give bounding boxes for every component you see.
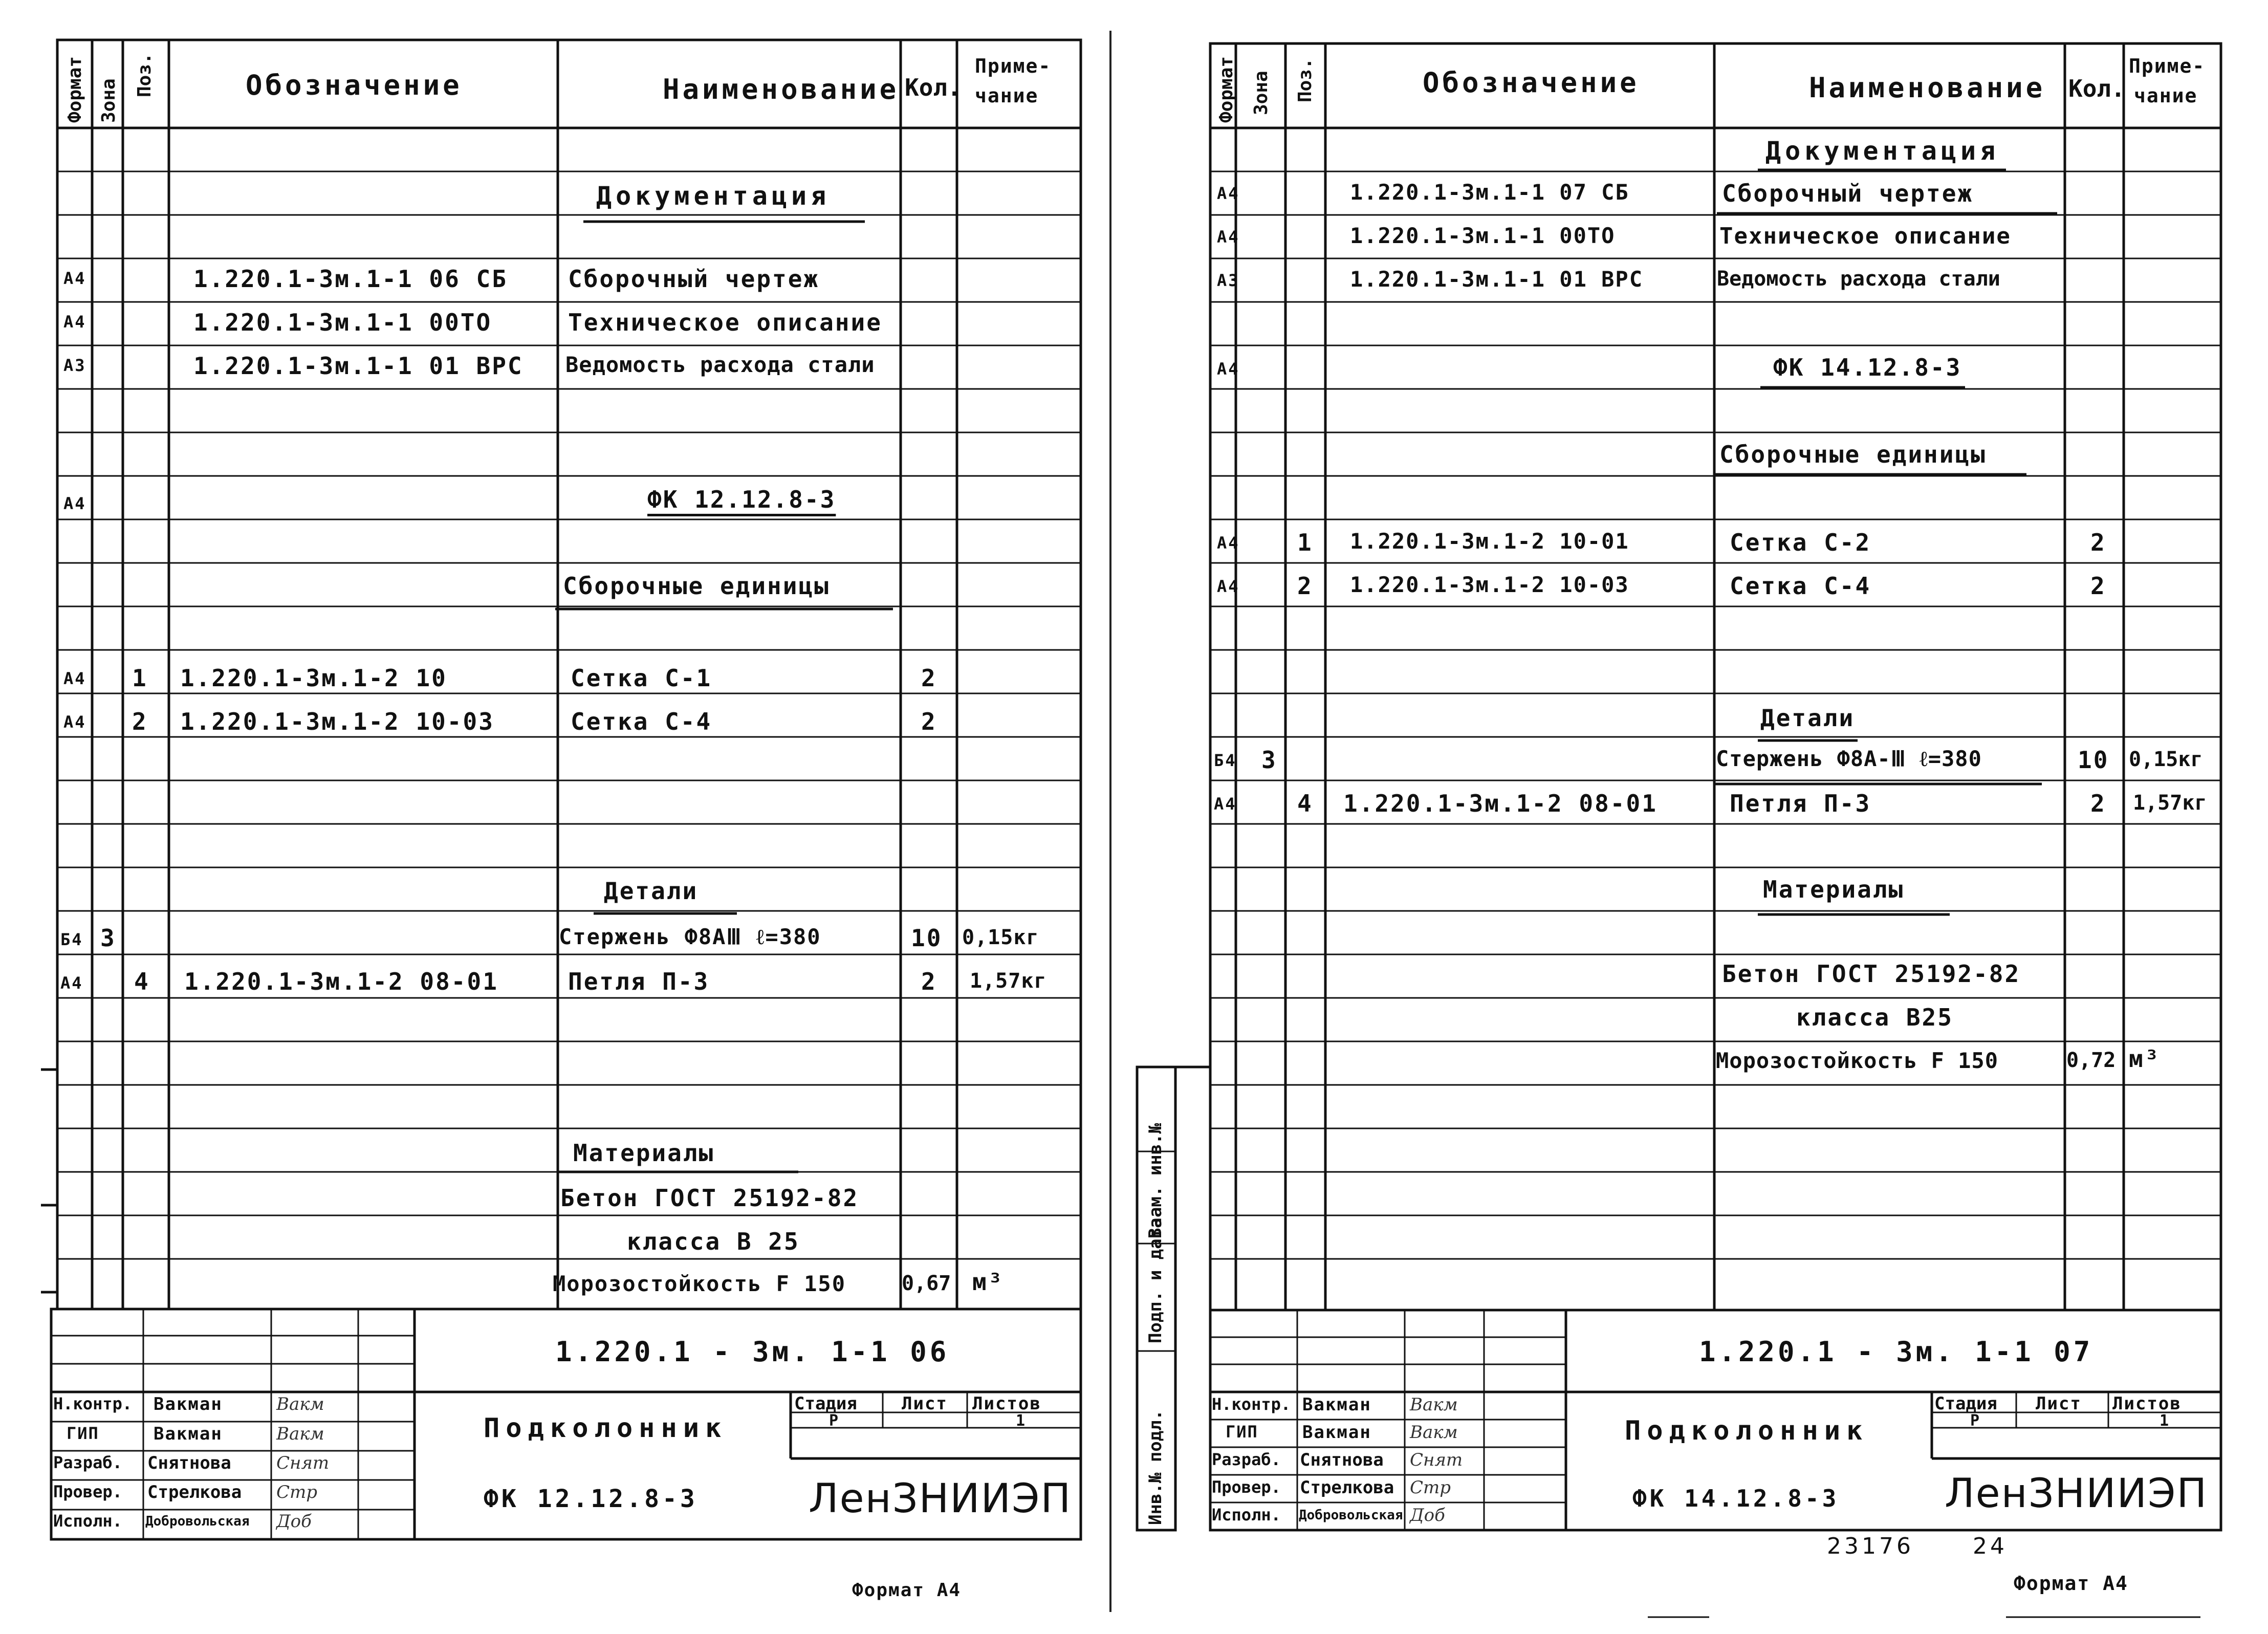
- row-pos: 4: [134, 968, 150, 995]
- material-line: Морозостойкость F 150: [1716, 1048, 1999, 1073]
- side-stamp-label: Взам. инв.№: [1145, 1123, 1166, 1238]
- header-qty: Кол.: [2068, 75, 2125, 102]
- row-qty: 2: [921, 664, 937, 692]
- fk-title: ФК 12.12.8-3: [647, 486, 836, 513]
- doc-number: 1.220.1 - 3м. 1-1 06: [555, 1336, 950, 1368]
- sheets-label: Листов: [2112, 1393, 2182, 1414]
- row-name: Сетка С-1: [571, 664, 712, 692]
- row-name: Сетка С-2: [1730, 529, 1871, 556]
- signature-image: Стр: [1410, 1477, 1451, 1498]
- row-format: А4: [63, 712, 86, 732]
- row-pos: 2: [132, 708, 148, 735]
- row-pos: 3: [1261, 746, 1277, 774]
- row-pos: 1: [132, 664, 148, 692]
- row-name: Сетка С-4: [1730, 572, 1871, 600]
- signature-image: Снят: [1410, 1450, 1463, 1470]
- row-qty: 2: [2090, 790, 2106, 817]
- header-zone: Зона: [1251, 71, 1272, 115]
- person-name: Вакман: [154, 1394, 223, 1414]
- header-note-1: Приме-: [2129, 55, 2206, 77]
- row-name: Техническое описание: [568, 309, 882, 336]
- left-sheet-grid: [0, 0, 1126, 1634]
- row-name: Сборочный чертеж: [1722, 180, 1974, 207]
- row-format: А4: [1214, 794, 1237, 814]
- person-name: Добровольская: [145, 1514, 250, 1529]
- row-designation: 1.220.1-3м.1-1 00ТО: [193, 309, 492, 336]
- row-pos: 1: [1297, 529, 1313, 556]
- header-zone: Зона: [98, 78, 119, 123]
- signature-image: Доб: [276, 1511, 312, 1532]
- row-name: Петля П-3: [1730, 790, 1871, 817]
- role-label: Исполн.: [1212, 1505, 1281, 1524]
- row-designation: 1.220.1-3м.1-2 10: [180, 664, 447, 692]
- organization-logo: ЛенЗНИИЭП: [1945, 1471, 2208, 1517]
- stage-value: Р: [829, 1412, 840, 1430]
- person-name: Вакман: [1302, 1395, 1371, 1415]
- product-name: Подколонник: [1625, 1415, 1869, 1446]
- row-name: Петля П-3: [568, 968, 710, 995]
- side-stamp-label: Подп. и дата: [1145, 1217, 1166, 1343]
- role-label: ГИП: [67, 1424, 99, 1443]
- row-qty: 10: [911, 924, 943, 952]
- row-qty: 10: [2078, 746, 2109, 774]
- header-name: Наименование: [663, 73, 900, 105]
- signature-image: Стр: [276, 1482, 318, 1502]
- role-label: Разраб.: [1212, 1450, 1281, 1469]
- row-format: А4: [60, 973, 83, 993]
- row-designation: 1.220.1-3м.1-1 00ТО: [1350, 223, 1616, 248]
- row-name: Сборочный чертеж: [568, 265, 820, 293]
- role-label: Разраб.: [53, 1453, 122, 1472]
- material-line: Морозостойкость F 150: [553, 1271, 846, 1296]
- left-sheet: [0, 0, 1126, 1634]
- material-unit: м³: [2129, 1045, 2161, 1073]
- stage-label: Стадия: [1934, 1393, 1997, 1414]
- material-unit: м³: [972, 1268, 1004, 1296]
- row-qty: 2: [921, 708, 937, 735]
- signature-image: Вакм: [276, 1424, 324, 1444]
- sheet-label: Лист: [2036, 1393, 2082, 1414]
- signature-image: Вакм: [276, 1394, 324, 1414]
- row-pos: 2: [1297, 572, 1313, 600]
- row-name: Техническое описание: [1719, 223, 2011, 249]
- row-format: А4: [1217, 577, 1240, 596]
- sheets-value: 1: [1016, 1412, 1027, 1430]
- header-pos: Поз.: [1295, 58, 1316, 102]
- row-format: Б4: [60, 930, 83, 949]
- material-qty: 0,67: [902, 1272, 951, 1295]
- header-note-1: Приме-: [975, 55, 1052, 77]
- materials-section-title: Материалы: [1763, 876, 1905, 903]
- header-designation: Обозначение: [1423, 67, 1640, 99]
- row-name: Сетка С-4: [571, 708, 712, 735]
- row-format: А4: [1217, 533, 1240, 553]
- role-label: Провер.: [1212, 1477, 1281, 1497]
- signature-image: Вакм: [1410, 1422, 1458, 1443]
- header-qty: Кол.: [905, 74, 962, 101]
- row-format: Б4: [1214, 751, 1237, 770]
- doc-number: 1.220.1 - 3м. 1-1 07: [1699, 1336, 2093, 1368]
- header-note-2: чание: [975, 84, 1039, 107]
- role-label: Исполн.: [53, 1511, 122, 1531]
- row-format: А3: [63, 356, 86, 375]
- row-format: А4: [63, 669, 86, 688]
- header-format: Формат: [1216, 56, 1237, 123]
- row-pos: 3: [100, 924, 116, 952]
- row-note: 0,15кг: [2129, 748, 2203, 771]
- role-label: ГИП: [1226, 1422, 1258, 1442]
- fk-format: А4: [1217, 359, 1240, 379]
- row-name: Стержень Ф8АⅢ ℓ=380: [559, 924, 821, 949]
- row-name: Ведомость расхода стали: [1717, 267, 2000, 291]
- row-designation: 1.220.1-3м.1-1 01 ВРС: [1350, 267, 1644, 292]
- assembly-section-title: Сборочные единицы: [1719, 441, 1987, 468]
- row-name: Стержень Ф8А-Ⅲ ℓ=380: [1716, 746, 1982, 771]
- fk-title: ФК 14.12.8-3: [1773, 354, 1962, 381]
- material-line: Бетон ГОСТ 25192-82: [1722, 960, 2021, 988]
- person-name: Добровольская: [1299, 1508, 1403, 1523]
- row-note: 1,57кг: [2133, 791, 2207, 815]
- archive-number: 23176: [1827, 1533, 1914, 1559]
- row-name: Ведомость расхода стали: [565, 352, 875, 377]
- person-name: Снятнова: [147, 1453, 231, 1473]
- doc-section-title: Документация: [596, 181, 831, 211]
- header-format: Формат: [64, 56, 85, 123]
- row-designation: 1.220.1-3м.1-2 08-01: [1343, 790, 1658, 817]
- header-note-2: чание: [2134, 84, 2198, 107]
- sheet-label: Лист: [902, 1393, 948, 1414]
- doc-section-title: Документация: [1765, 136, 2000, 166]
- row-designation: 1.220.1-3м.1-1 06 СБ: [193, 265, 508, 293]
- row-qty: 2: [2090, 529, 2106, 556]
- stage-value: Р: [1970, 1412, 1981, 1430]
- format-note: Формат А4: [852, 1580, 962, 1601]
- role-label: Н.контр.: [1212, 1395, 1291, 1414]
- signature-image: Снят: [276, 1453, 330, 1473]
- material-line: Бетон ГОСТ 25192-82: [560, 1184, 859, 1212]
- details-section-title: Детали: [604, 877, 699, 905]
- row-qty: 2: [921, 968, 937, 995]
- organization-logo: ЛенЗНИИЭП: [809, 1476, 1072, 1522]
- row-format: А3: [1217, 271, 1240, 290]
- person-name: Вакман: [154, 1424, 223, 1444]
- person-name: Стрелкова: [1300, 1477, 1394, 1498]
- person-name: Вакман: [1302, 1422, 1371, 1443]
- product-name: Подколонник: [484, 1413, 728, 1444]
- signature-image: Вакм: [1410, 1395, 1458, 1415]
- materials-section-title: Материалы: [573, 1139, 715, 1167]
- role-label: Н.контр.: [53, 1394, 133, 1413]
- product-code: ФК 12.12.8-3: [484, 1485, 698, 1513]
- row-format: А4: [1217, 227, 1240, 247]
- row-note: 1,57кг: [970, 969, 1047, 993]
- header-name: Наименование: [1809, 72, 2046, 104]
- row-format: А4: [63, 312, 86, 332]
- signature-image: Доб: [1410, 1505, 1445, 1526]
- row-qty: 2: [2090, 572, 2106, 600]
- sheets-label: Листов: [972, 1393, 1041, 1414]
- row-designation: 1.220.1-3м.1-2 10-03: [180, 708, 494, 735]
- header-pos: Поз.: [134, 53, 155, 97]
- assembly-section-title: Сборочные единицы: [563, 572, 830, 600]
- row-designation: 1.220.1-3м.1-2 08-01: [184, 968, 498, 995]
- details-section-title: Детали: [1760, 704, 1855, 732]
- material-qty: 0,72: [2066, 1049, 2116, 1072]
- material-line: класса В25: [1796, 1004, 1953, 1031]
- row-designation: 1.220.1-3м.1-2 10-03: [1350, 572, 1629, 597]
- right-sheet: [1126, 0, 2268, 1634]
- row-designation: 1.220.1-3м.1-1 01 ВРС: [193, 352, 524, 380]
- person-name: Стрелкова: [147, 1482, 242, 1502]
- fk-format: А4: [63, 494, 86, 513]
- row-pos: 4: [1297, 790, 1313, 817]
- role-label: Провер.: [53, 1482, 122, 1501]
- row-designation: 1.220.1-3м.1-2 10-01: [1350, 529, 1629, 554]
- side-stamp-label: Инв.№ подл.: [1145, 1409, 1166, 1525]
- row-format: А4: [1217, 184, 1240, 203]
- row-format: А4: [63, 269, 86, 288]
- material-line: класса В 25: [627, 1228, 800, 1255]
- page-number: 24: [1973, 1533, 2008, 1559]
- format-note: Формат А4: [2014, 1572, 2128, 1595]
- row-note: 0,15кг: [962, 926, 1039, 949]
- header-designation: Обозначение: [246, 69, 463, 101]
- page-divider: [1105, 0, 1116, 1634]
- stage-label: Стадия: [794, 1393, 857, 1414]
- product-code: ФК 14.12.8-3: [1632, 1485, 1840, 1512]
- person-name: Снятнова: [1300, 1450, 1384, 1470]
- row-designation: 1.220.1-3м.1-1 07 СБ: [1350, 180, 1629, 205]
- sheets-value: 1: [2160, 1412, 2170, 1430]
